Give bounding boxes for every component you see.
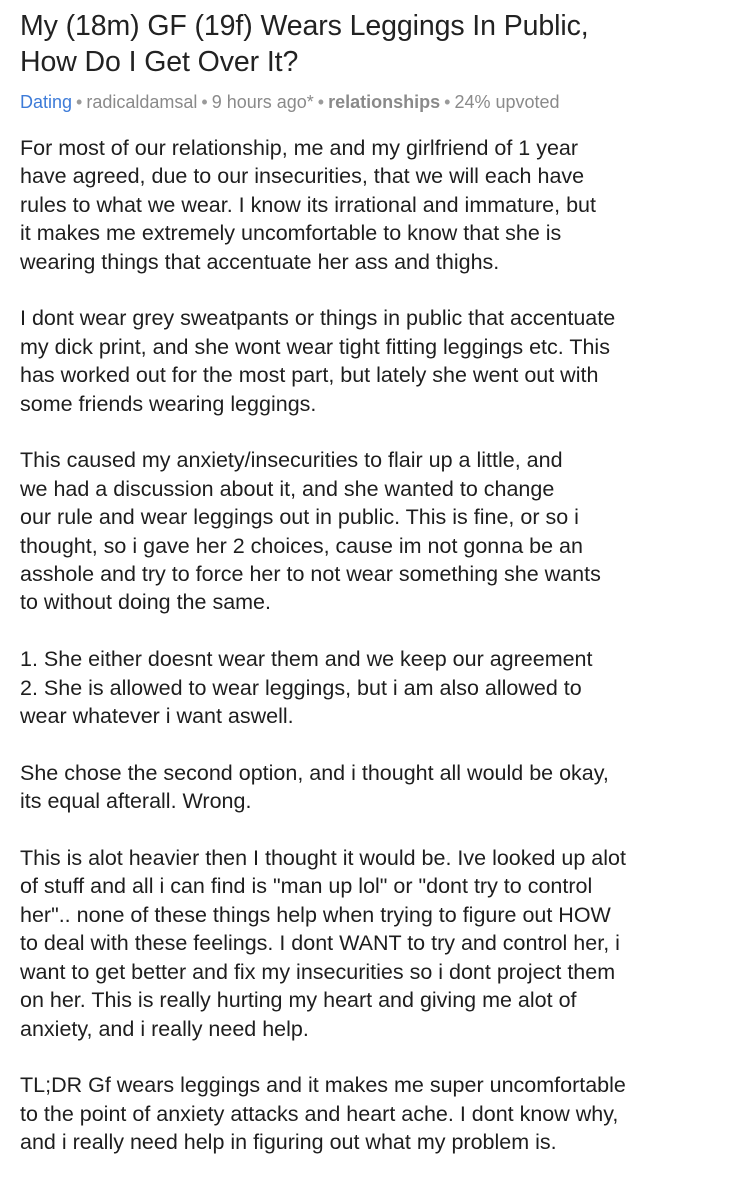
body-line: I dont wear grey sweatpants or things in public that accentuate <box>20 306 616 331</box>
body-line: we had a discussion about it, and she wanted to change <box>20 476 555 501</box>
meta-separator: • <box>201 92 208 112</box>
body-line: want to get better and fix my insecurities so i dont project them <box>20 959 616 984</box>
body-line: wear whatever i want aswell. <box>20 704 294 729</box>
meta-separator: • <box>444 92 451 112</box>
body-line: 1. She either doesnt wear them and we keep our agreement <box>20 647 593 672</box>
body-line: of stuff and all i can find is "man up lol" or "dont try to control <box>20 874 593 899</box>
body-line: have agreed, due to our insecurities, that we will each have <box>20 164 585 189</box>
post-flair[interactable]: Dating <box>20 92 73 112</box>
body-line: it makes me extremely uncomfortable to know that she is <box>20 221 562 246</box>
post-body <box>20 134 729 1157</box>
body-line: on her. This is really hurting my heart and giving me alot of <box>20 988 577 1013</box>
body-line: wearing things that accentuate her ass and thighs. <box>20 249 500 274</box>
post-upvote-ratio: 24% upvoted <box>454 92 560 112</box>
body-line: This caused my anxiety/insecurities to flair up a little, and <box>20 448 563 473</box>
post-subreddit[interactable]: relationships <box>328 92 441 112</box>
body-line: This is alot heavier then I thought it would be. Ive looked up alot <box>20 846 626 871</box>
body-line: my dick print, and she wont wear tight fitting leggings etc. This <box>20 334 610 359</box>
body-line: For most of our relationship, me and my girlfriend of 1 year <box>20 136 579 160</box>
post-meta <box>20 90 729 114</box>
body-paragraph <box>20 844 729 1043</box>
body-line: anxiety, and i really need help. <box>20 1016 309 1041</box>
body-line: to the point of anxiety attacks and heart ache. I dont know why, <box>20 1101 619 1126</box>
body-line: TL;DR Gf wears leggings and it makes me super uncomfortable <box>20 1073 626 1098</box>
body-line: to without doing the same. <box>20 590 271 615</box>
body-line: 2. She is allowed to wear leggings, but i am also allowed to <box>20 675 582 700</box>
meta-separator: • <box>317 92 325 112</box>
body-line: rules to what we wear. I know its irrational and immature, but <box>20 192 596 217</box>
body-paragraph <box>20 759 729 816</box>
body-paragraph <box>20 304 729 418</box>
body-line: her".. none of these things help when trying to figure out HOW <box>20 902 611 927</box>
body-line: has worked out for the most part, but lately she went out with <box>20 363 599 388</box>
body-paragraph <box>20 645 729 730</box>
body-paragraph <box>20 1071 729 1156</box>
post-title-line: My (18m) GF (19f) Wears Leggings In Public, <box>20 10 589 42</box>
post-title[interactable] <box>20 8 729 80</box>
body-line: thought, so i gave her 2 choices, cause im not gonna be an <box>20 533 583 558</box>
body-line: to deal with these feelings. I dont WANT to try and control her, i <box>20 931 620 956</box>
meta-separator: • <box>76 92 83 112</box>
body-line: its equal afterall. Wrong. <box>20 789 252 814</box>
post-title-line: How Do I Get Over It? <box>20 46 299 78</box>
body-line: She chose the second option, and i thought all would be okay, <box>20 760 609 785</box>
body-paragraph <box>20 134 729 276</box>
post-time: 9 hours ago* <box>211 92 314 112</box>
body-line: asshole and try to force her to not wear something she wants <box>20 562 601 587</box>
body-line: and i really need help in figuring out what my problem is. <box>20 1130 557 1155</box>
body-line: some friends wearing leggings. <box>20 391 317 416</box>
body-paragraph <box>20 446 729 616</box>
body-line: our rule and wear leggings out in public. This is fine, or so i <box>20 505 579 530</box>
post-author[interactable]: radicaldamsal <box>86 92 198 112</box>
